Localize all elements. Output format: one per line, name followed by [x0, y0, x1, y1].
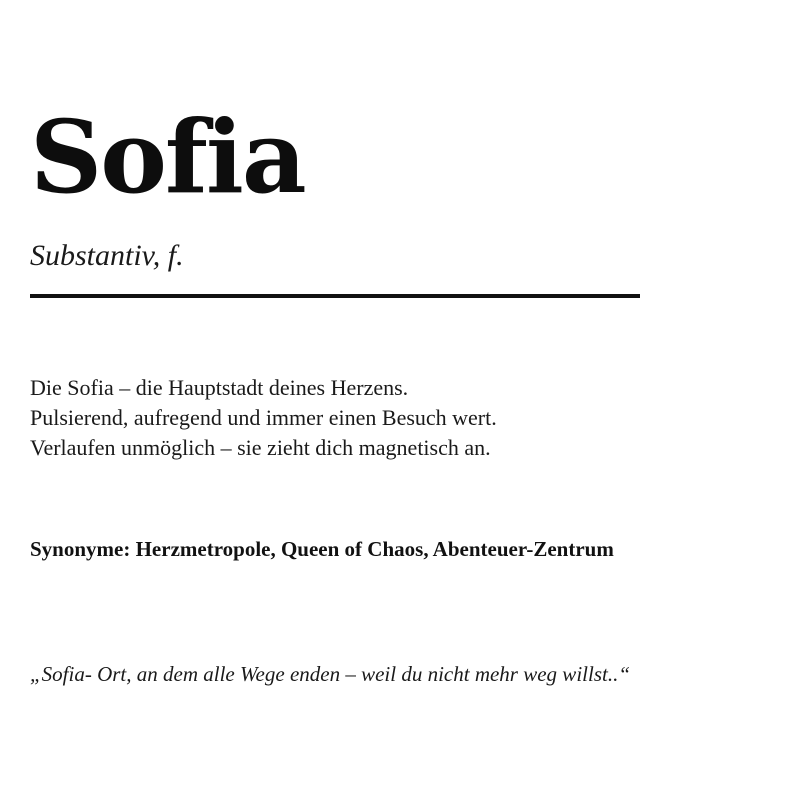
part-of-speech: Substantiv, f. — [30, 239, 184, 272]
entry-word: Sofia — [30, 98, 305, 216]
definition-line: Verlaufen unmöglich – sie zieht dich magnetisch an. — [30, 435, 491, 460]
divider-line — [30, 294, 640, 298]
definition — [30, 373, 497, 463]
definition-line: Die Sofia – die Hauptstadt deines Herzens. — [30, 375, 409, 400]
definition-line: Pulsierend, aufregend und immer einen Besuch wert. — [30, 405, 497, 430]
quote: „Sofia- Ort, an dem alle Wege enden – weil du nicht mehr weg willst..“ — [30, 662, 631, 686]
synonyms: Synonyme: Herzmetropole, Queen of Chaos, Abenteuer-Zentrum — [30, 537, 614, 561]
